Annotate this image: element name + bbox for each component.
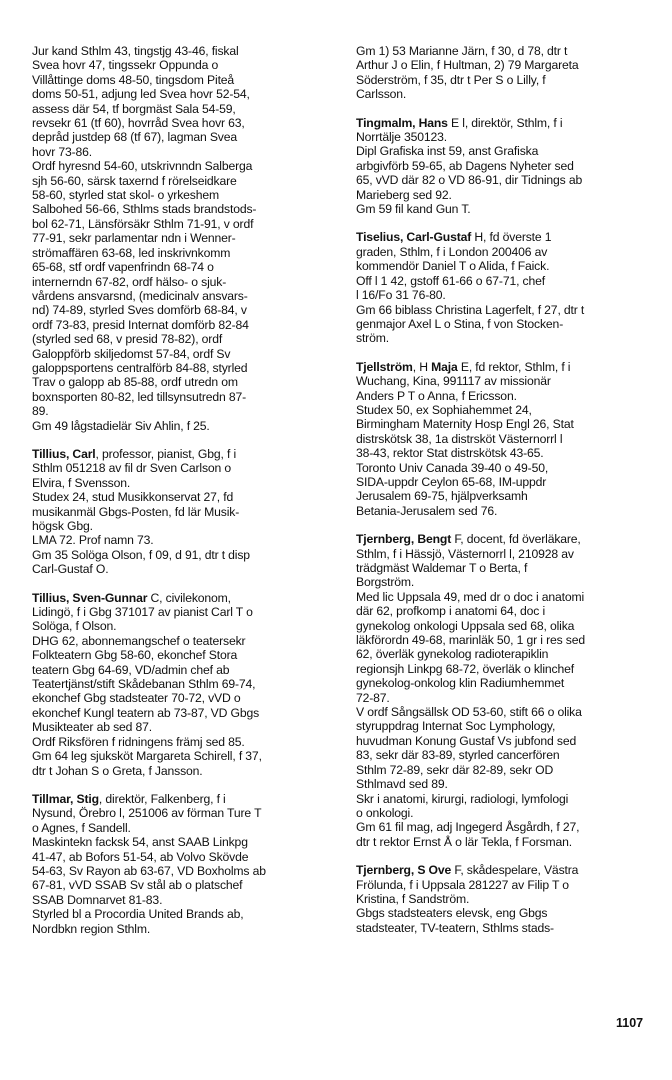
- entry-line: [356, 317, 658, 331]
- entry-line: [356, 892, 658, 906]
- entry-text: Birmingham Maternity Hosp Engl 26, Stat: [356, 417, 574, 432]
- entry-text: ekonchef Kungl teatern ab 73-87, VD Gbgs: [32, 705, 260, 720]
- entry-line: [356, 202, 658, 216]
- entry-text: Jerusalem 69-75, hjälpverksamh: [356, 489, 528, 504]
- entry-text: styruppdrag Internat Soc Lymphology,: [356, 719, 556, 734]
- entry-line: [32, 533, 338, 547]
- entry-text: 62, överläk gynekolog radioterapiklin: [356, 647, 549, 662]
- bio-entry: [32, 44, 338, 433]
- entry-line: [32, 591, 338, 605]
- entry-line: [32, 749, 338, 763]
- entry-text: Betania-Jerusalem sed 76.: [356, 503, 498, 518]
- entry-name: Tjernberg, S Ove: [356, 863, 452, 878]
- entry-line: [32, 303, 338, 317]
- bio-entry: [356, 230, 658, 345]
- entry-text: , H: [412, 359, 432, 374]
- entry-line: [32, 58, 338, 72]
- entry-line: [32, 548, 338, 562]
- entry-text: SIDA-uppdr Ceylon 65-68, IM-uppdr: [356, 474, 547, 489]
- entry-line: [356, 230, 658, 244]
- entry-line: [32, 821, 338, 835]
- entry-text: , direktör, Falkenberg, f i: [98, 791, 226, 806]
- entry-line: [32, 634, 338, 648]
- entry-text: nd) 74-89, styrled Sves domförb 68-84, v: [32, 303, 247, 318]
- bio-entry: [32, 792, 338, 936]
- entry-text: Sthlm 72-89, sekr där 82-89, sekr OD: [356, 762, 554, 777]
- entry-text: 54-63, Sv Rayon ab 63-67, VD Boxholms ab: [32, 863, 266, 878]
- entry-line: [356, 763, 658, 777]
- entry-line: [32, 447, 338, 461]
- bio-entry: [32, 447, 338, 577]
- bio-entry: [356, 116, 658, 217]
- entry-text: Arthur J o Elin, f Hultman, 2) 79 Margareta: [356, 58, 579, 73]
- entry-text: LMA 72. Prof namn 73.: [32, 533, 154, 548]
- entry-line: [32, 677, 338, 691]
- entry-text: Gm 64 leg sjuksköt Margareta Schirell, f 37,: [32, 749, 262, 764]
- entry-line: [356, 245, 658, 259]
- entry-text: H, fd överste 1: [471, 230, 552, 245]
- entry-line: [356, 705, 658, 719]
- entry-line: [356, 878, 658, 892]
- entry-text: DHG 62, abonnemangschef o teatersekr: [32, 633, 246, 648]
- entry-line: [356, 504, 658, 518]
- entry-line: [356, 835, 658, 849]
- entry-name: Tingmalm, Hans: [356, 115, 448, 130]
- entry-line: [32, 275, 338, 289]
- entry-line: [32, 159, 338, 173]
- entry-text: internerndn 67-82, ordf hälso- o sjuk-: [32, 274, 227, 289]
- entry-line: [356, 777, 658, 791]
- entry-line: [32, 476, 338, 490]
- entry-text: Solöga, f Olson.: [32, 619, 117, 634]
- entry-line: [356, 691, 658, 705]
- entry-line: [356, 87, 658, 101]
- entry-line: [356, 489, 658, 503]
- entry-text: Carl-Gustaf O.: [32, 562, 109, 577]
- entry-line: [356, 921, 658, 935]
- entry-text: Nordbkn region Sthlm.: [32, 921, 151, 936]
- entry-line: [32, 619, 338, 633]
- entry-line: [32, 130, 338, 144]
- entry-text: strömaffären 63-68, led inskrivnkomm: [32, 245, 231, 260]
- entry-line: [356, 360, 658, 374]
- bio-entry: [356, 360, 658, 518]
- entry-line: [356, 719, 658, 733]
- entry-line: [356, 734, 658, 748]
- entry-text: 72-87.: [356, 690, 390, 705]
- entry-text: högsk Gbg.: [32, 519, 93, 533]
- entry-line: [356, 806, 658, 820]
- entry-line: [32, 864, 338, 878]
- entry-line: [32, 231, 338, 245]
- entry-text: dtr t rektor Ernst Å o lär Tekla, f Forsman.: [356, 834, 573, 849]
- entry-line: [356, 331, 658, 345]
- entry-text: o onkologi.: [356, 805, 414, 820]
- entry-text: Gm 49 lågstadielär Siv Ahlin, f 25.: [32, 418, 210, 433]
- entry-line: [32, 806, 338, 820]
- entry-line: [356, 288, 658, 302]
- entry-line: [32, 706, 338, 720]
- entry-name: Tillmar, Stig: [32, 791, 99, 806]
- bio-entry: [356, 532, 658, 849]
- entry-text: teatern Gbg 64-69, VD/admin chef ab: [32, 662, 230, 677]
- entry-text: Jur kand Sthlm 43, tingstjg 43-46, fiskal: [32, 44, 239, 58]
- entry-line: [32, 461, 338, 475]
- entry-text: 89.: [32, 404, 49, 419]
- entry-text: gynekolog-onkolog klin Radiumhemmet: [356, 676, 565, 691]
- entry-line: [356, 561, 658, 575]
- entry-line: [356, 662, 658, 676]
- entry-line: [356, 532, 658, 546]
- entry-text: Gm 1) 53 Marianne Järn, f 30, d 78, dtr t: [356, 44, 568, 58]
- entry-text: ekonchef Gbg stadsteater 70-72, vVD o: [32, 691, 241, 706]
- entry-text: hovr 73-86.: [32, 144, 93, 159]
- entry-line: [32, 289, 338, 303]
- entry-text: Gm 59 fil kand Gun T.: [356, 202, 471, 217]
- entry-text: , professor, pianist, Gbg, f i: [95, 446, 236, 461]
- entry-line: [32, 116, 338, 130]
- entry-text: ordf 73-83, presid Internat domförb 82-84: [32, 317, 249, 332]
- entry-line: [356, 575, 658, 589]
- entry-text: assess där 54, tf borgmäst Sala 54-59,: [32, 101, 236, 116]
- entry-text: Musikteater ab sed 87.: [32, 720, 152, 735]
- entry-text: regionsjh Linkpg 68-72, överläk o klinchef: [356, 661, 574, 676]
- entry-line: [356, 748, 658, 762]
- entry-line: [356, 633, 658, 647]
- entry-line: [32, 361, 338, 375]
- entry-text: Lidingö, f i Gbg 371017 av pianist Carl T o: [32, 605, 253, 620]
- entry-text: 58-60, styrled stat skol- o yrkeshem: [32, 188, 219, 203]
- entry-text: boxnsporten 80-82, led tillsynsutredn 87-: [32, 389, 247, 404]
- entry-text: 77-91, sekr parlamentar ndn i Wenner-: [32, 231, 236, 246]
- entry-text: F, docent, fd överläkare,: [451, 532, 581, 547]
- entry-line: [356, 44, 658, 58]
- entry-line: [32, 735, 338, 749]
- entry-text: Anders P T o Anna, f Ericsson.: [356, 388, 517, 403]
- entry-text: o Agnes, f Sandell.: [32, 820, 131, 835]
- entry-text: V ordf Sångsällsk OD 53-60, stift 66 o olika: [356, 705, 582, 720]
- entry-text: sjh 56-60, särsk taxernd f rörelseidkare: [32, 173, 237, 188]
- entry-line: [32, 73, 338, 87]
- entry-line: [32, 878, 338, 892]
- entry-line: [356, 590, 658, 604]
- entry-line: [356, 274, 658, 288]
- entry-text: Borgström.: [356, 575, 415, 590]
- entry-name: Tillius, Carl: [32, 446, 96, 461]
- entry-text: E l, direktör, Sthlm, f i: [447, 115, 563, 130]
- entry-text: Frölunda, f i Uppsala 281227 av Filip T o: [356, 877, 569, 892]
- entry-line: [32, 907, 338, 921]
- entry-line: [32, 260, 338, 274]
- entry-line: [356, 58, 658, 72]
- entry-text: graden, Sthlm, f i London 200406 av: [356, 244, 548, 259]
- entry-line: [32, 347, 338, 361]
- entry-text: Gm 35 Solöga Olson, f 09, d 91, dtr t disp: [32, 547, 250, 562]
- entry-text: 65, vVD där 82 o VD 86-91, dir Tidnings ab: [356, 173, 583, 188]
- entry-line: [32, 202, 338, 216]
- entry-text: galoppsportens centralförb 84-88, styrled: [32, 360, 248, 375]
- entry-line: [32, 764, 338, 778]
- entry-text: musikanmäl Gbgs-Posten, fd lär Musik-: [32, 504, 240, 519]
- entry-text: gynekolog onkologi Uppsala sed 68, olika: [356, 618, 575, 633]
- entry-line: [32, 850, 338, 864]
- entry-text: revsekr 61 (tf 60), hovrråd Svea hovr 63,: [32, 116, 245, 131]
- entry-text: 67-81, vVD SSAB Sv stål ab o platschef: [32, 878, 243, 893]
- entry-line: [356, 906, 658, 920]
- entry-text: Ordf Riksfören f ridningens främj sed 85.: [32, 734, 245, 749]
- entry-line: [356, 676, 658, 690]
- entry-text: (styrled sed 68, v presid 78-82), ordf: [32, 332, 223, 347]
- entry-text: Toronto Univ Canada 39-40 o 49-50,: [356, 460, 549, 475]
- entry-name: Tjellström: [356, 359, 413, 374]
- entry-text: Sthlm 051218 av fil dr Sven Carlson o: [32, 461, 232, 476]
- entry-line: [32, 893, 338, 907]
- entry-line: [356, 647, 658, 661]
- entry-text: Trav o galopp ab 85-88, ordf utredn om: [32, 375, 238, 390]
- entry-text: kommendör Daniel T o Alida, f Faick.: [356, 259, 550, 274]
- entry-line: [356, 619, 658, 633]
- entry-text: trädgmäst Waldemar T o Berta, f: [356, 561, 528, 575]
- entry-text: huvudman Konung Gustaf Vs jubfond sed: [356, 733, 577, 748]
- entry-text: stadsteater, TV-teatern, Sthlms stads-: [356, 920, 554, 935]
- entry-line: [356, 792, 658, 806]
- bio-entry: [32, 591, 338, 778]
- entry-text: Gm 61 fil mag, adj Ingegerd Åsgårdh, f 27,: [356, 820, 580, 835]
- entry-text: Sthlm, f i Hässjö, Västernorrl l, 210928 av: [356, 546, 574, 561]
- entry-line: [356, 475, 658, 489]
- entry-line: [32, 490, 338, 504]
- entry-line: [32, 332, 338, 346]
- entry-name: Maja: [431, 359, 458, 374]
- entry-line: [32, 835, 338, 849]
- entry-line: [356, 389, 658, 403]
- entry-line: [32, 404, 338, 418]
- entry-text: vårdens ansvarsnd, (medicinalv ansvars-: [32, 288, 248, 303]
- entry-text: Gm 66 biblass Christina Lagerfelt, f 27, dtr t: [356, 302, 585, 317]
- entry-text: Maskintekn facksk 54, anst SAAB Linkpg: [32, 835, 248, 850]
- entry-text: dtr t Johan S o Greta, f Jansson.: [32, 763, 203, 778]
- entry-line: [32, 390, 338, 404]
- bio-entry: [356, 863, 658, 935]
- entry-line: [356, 116, 658, 130]
- entry-line: [356, 303, 658, 317]
- entry-text: Dipl Grafiska inst 59, anst Grafiska: [356, 144, 539, 159]
- entry-line: [32, 318, 338, 332]
- entry-text: Söderström, f 35, dtr t Per S o Lilly, f: [356, 72, 546, 87]
- entry-name: Tjernberg, Bengt: [356, 532, 452, 547]
- entry-text: 83, sekr där 83-89, styrled cancerfören: [356, 748, 560, 763]
- entry-text: Norrtälje 350123.: [356, 130, 447, 145]
- entry-line: [356, 173, 658, 187]
- entry-text: Kristina, f Sandström.: [356, 891, 470, 906]
- entry-text: där 62, profkomp i anatomi 64, doc i: [356, 604, 546, 619]
- entry-text: Villåttinge doms 48-50, tingsdom Piteå: [32, 72, 235, 87]
- entry-text: C, civilekonom,: [147, 590, 231, 605]
- entry-text: Elvira, f Svensson.: [32, 475, 131, 490]
- entry-text: Svea hovr 47, tingssekr Oppunda o: [32, 58, 219, 73]
- entry-text: Folkteatern Gbg 58-60, ekonchef Stora: [32, 648, 238, 663]
- entry-text: Studex 24, stud Musikkonservat 27, fd: [32, 490, 234, 505]
- entry-text: 65-68, stf ordf vapenfrindn 68-74 o: [32, 260, 214, 275]
- entry-line: [32, 419, 338, 433]
- entry-text: 41-47, ab Bofors 51-54, ab Volvo Skövde: [32, 849, 249, 864]
- entry-text: depråd justdep 68 (tf 67), lagman Svea: [32, 130, 238, 145]
- entry-text: Marieberg sed 92.: [356, 187, 452, 202]
- entry-text: Teatertjänst/stift Skådebanan Sthlm 69-74,: [32, 677, 256, 692]
- entry-text: 38-43, rektor Stat distrskötsk 43-65.: [356, 446, 544, 461]
- entry-line: [356, 159, 658, 173]
- entry-text: Styrled bl a Procordia United Brands ab,: [32, 907, 244, 922]
- entry-text: arbgivförb 59-65, ab Dagens Nyheter sed: [356, 158, 574, 173]
- entry-text: Skr i anatomi, kirurgi, radiologi, lymfologi: [356, 791, 569, 806]
- entry-line: [32, 562, 338, 576]
- entry-text: Carlsson.: [356, 87, 407, 102]
- entry-name: Tiselius, Carl-Gustaf: [356, 230, 472, 245]
- entry-line: [356, 130, 658, 144]
- entry-text: genmajor Axel L o Stina, f von Stocken-: [356, 316, 564, 331]
- entry-line: [32, 691, 338, 705]
- entry-line: [32, 87, 338, 101]
- entry-line: [32, 102, 338, 116]
- entry-text: Gbgs stadsteaters elevsk, eng Gbgs: [356, 906, 548, 921]
- entry-text: bol 62-71, Länsförsäkr Sthlm 71-91, v ordf: [32, 216, 254, 231]
- entry-line: [356, 863, 658, 877]
- entry-text: ström.: [356, 331, 389, 346]
- entry-line: [32, 375, 338, 389]
- bio-entry: [356, 44, 658, 102]
- entry-line: [356, 144, 658, 158]
- entry-line: [356, 188, 658, 202]
- entry-line: [356, 403, 658, 417]
- entry-text: Med lic Uppsala 49, med dr o doc i anatomi: [356, 589, 585, 604]
- entry-text: Galoppförb skiljedomst 57-84, ordf Sv: [32, 346, 231, 361]
- entry-name: Tillius, Sven-Gunnar: [32, 590, 148, 605]
- entry-line: [32, 44, 338, 58]
- entry-line: [356, 374, 658, 388]
- entry-text: Ordf hyresnd 54-60, utskrivnndn Salberga: [32, 159, 253, 174]
- entry-text: distrskötsk 38, 1a distrsköt Västernorrl l: [356, 431, 563, 446]
- entry-line: [356, 73, 658, 87]
- right-column: [356, 44, 658, 949]
- page-number: 1107: [616, 1016, 644, 1030]
- entry-line: [356, 446, 658, 460]
- entry-line: [32, 505, 338, 519]
- entry-text: F, skådespelare, Västra: [451, 863, 579, 878]
- entry-text: Wuchang, Kina, 991117 av missionär: [356, 374, 551, 389]
- entry-text: SSAB Domnarvet 81-83.: [32, 892, 163, 907]
- entry-line: [32, 648, 338, 662]
- entry-text: Off l 1 42, gstoff 61-66 o 67-71, chef: [356, 273, 545, 288]
- entry-text: l 16/Fo 31 76-80.: [356, 288, 446, 303]
- entry-line: [32, 605, 338, 619]
- entry-text: E, fd rektor, Sthlm, f i: [457, 359, 571, 374]
- left-column: [32, 44, 338, 950]
- entry-line: [32, 174, 338, 188]
- entry-line: [32, 720, 338, 734]
- entry-line: [356, 820, 658, 834]
- entry-line: [32, 145, 338, 159]
- entry-line: [32, 217, 338, 231]
- entry-text: Studex 50, ex Sophiahemmet 24,: [356, 402, 532, 417]
- entry-text: Nysund, Örebro l, 251006 av förman Ture T: [32, 806, 262, 821]
- entry-line: [356, 547, 658, 561]
- entry-line: [32, 246, 338, 260]
- entry-line: [356, 432, 658, 446]
- entry-line: [32, 519, 338, 533]
- entry-text: Sthlmavd sed 89.: [356, 777, 448, 792]
- entry-text: Salbohed 56-66, Sthlms stads brandstods-: [32, 202, 257, 217]
- entry-line: [356, 461, 658, 475]
- entry-line: [32, 922, 338, 936]
- entry-line: [356, 259, 658, 273]
- entry-line: [356, 417, 658, 431]
- entry-line: [356, 604, 658, 618]
- entry-line: [32, 663, 338, 677]
- entry-line: [32, 188, 338, 202]
- entry-line: [32, 792, 338, 806]
- entry-text: läkförordn 49-68, marinläk 50, 1 gr i res sed: [356, 633, 585, 648]
- entry-text: doms 50-51, adjung led Svea hovr 52-54,: [32, 87, 250, 102]
